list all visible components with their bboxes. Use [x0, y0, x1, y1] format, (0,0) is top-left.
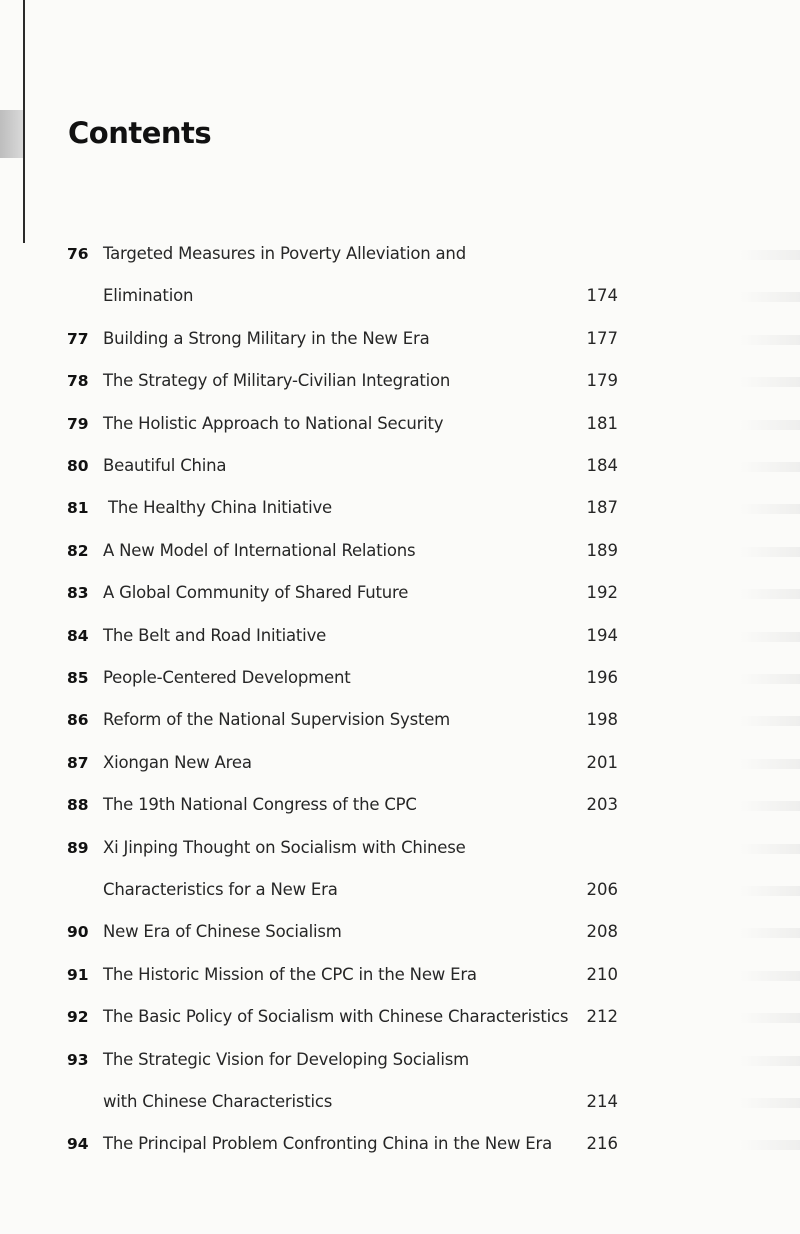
- toc-entry-number: 80: [67, 457, 89, 475]
- bleed-through-mark: [740, 335, 800, 345]
- toc-entry-number: 93: [67, 1050, 89, 1069]
- toc-entry-title: The 19th National Congress of the CPC: [103, 795, 417, 815]
- toc-entry-page: 192: [586, 583, 618, 603]
- toc-entry-title: The Basic Policy of Socialism with Chinese Characteristics: [103, 1007, 569, 1027]
- toc-entry-number: 85: [67, 669, 89, 687]
- bleed-through-mark: [740, 844, 800, 854]
- bleed-through-mark: [740, 292, 800, 302]
- bleed-through-mark: [740, 632, 800, 642]
- toc-entry-page: 198: [586, 710, 618, 730]
- toc-entry-page: 181: [586, 413, 618, 433]
- toc-entry-title: Reform of the National Supervision System: [103, 710, 451, 730]
- toc-entry-title: Building a Strong Military in the New Era: [103, 328, 430, 348]
- toc-entry-number: 89: [67, 838, 89, 857]
- toc-entry-number: 91: [67, 965, 89, 984]
- toc-entry-title: Characteristics for a New Era: [103, 880, 338, 899]
- toc-entry-page: 187: [586, 498, 618, 518]
- toc-entry-page: 216: [586, 1134, 618, 1154]
- toc-entry-title: Beautiful China: [103, 456, 227, 475]
- bleed-through-mark: [740, 589, 800, 599]
- toc-line: [0, 1002, 800, 1032]
- toc-line: [0, 960, 800, 990]
- toc-line: [0, 1045, 800, 1075]
- toc-entry-number: 94: [67, 1135, 89, 1154]
- bleed-through-mark: [740, 886, 800, 896]
- toc-entry-number: 87: [67, 753, 89, 772]
- toc-line: [0, 1129, 800, 1159]
- toc-entry-page: 196: [586, 668, 618, 687]
- toc-entry-page: 174: [586, 286, 618, 306]
- bleed-through-mark: [740, 420, 800, 430]
- toc-entry-title: Xi Jinping Thought on Socialism with Chinese: [103, 837, 466, 857]
- toc-entry-title: The Healthy China Initiative: [103, 498, 332, 518]
- toc-line: [0, 324, 800, 354]
- bleed-through-mark: [740, 928, 800, 938]
- bleed-through-mark: [740, 759, 800, 769]
- toc-entry-title: with Chinese Characteristics: [103, 1092, 333, 1111]
- bleed-through-mark: [740, 1056, 800, 1066]
- toc-line: [0, 493, 800, 523]
- toc-line: [0, 239, 800, 269]
- toc-line: [0, 1087, 800, 1117]
- toc-line: [0, 663, 800, 693]
- toc-entry-page: 189: [586, 540, 618, 560]
- toc-entry-page: 194: [586, 625, 618, 645]
- toc-line: [0, 536, 800, 566]
- toc-entry-page: 214: [586, 1092, 618, 1111]
- toc-entry-title: The Strategic Vision for Developing Socialism: [103, 1049, 470, 1069]
- toc-entry-title: The Holistic Approach to National Security: [103, 413, 444, 433]
- bleed-through-mark: [740, 547, 800, 557]
- toc-entry-number: 83: [67, 584, 89, 603]
- bleed-through-mark: [740, 1140, 800, 1150]
- bleed-through-mark: [740, 504, 800, 514]
- toc-line: [0, 281, 800, 311]
- toc-entry-title: Targeted Measures in Poverty Alleviation and: [103, 244, 466, 263]
- toc-entry-page: 206: [586, 880, 618, 899]
- bleed-through-mark: [740, 674, 800, 684]
- toc-entry-title: A Global Community of Shared Future: [103, 583, 409, 603]
- bleed-through-mark: [740, 1013, 800, 1023]
- toc-entry-number: 92: [67, 1008, 89, 1027]
- toc-entry-page: 210: [586, 964, 618, 984]
- toc-entry-page: 179: [586, 371, 618, 391]
- toc-line: [0, 875, 800, 905]
- toc-entry-title: Elimination: [103, 286, 194, 306]
- toc-line: [0, 578, 800, 608]
- toc-entry-title: Xiongan New Area: [103, 752, 252, 772]
- toc-line: [0, 705, 800, 735]
- toc-entry-title: The Strategy of Military-Civilian Integration: [103, 371, 451, 391]
- bleed-through-mark: [740, 801, 800, 811]
- toc-entry-number: 84: [67, 626, 89, 645]
- bleed-through-mark: [740, 971, 800, 981]
- toc-entry-title: A New Model of International Relations: [103, 540, 416, 560]
- toc-entry-page: 208: [586, 922, 618, 942]
- toc-entry-number: 90: [67, 923, 89, 942]
- toc-entry-page: 203: [586, 795, 618, 815]
- bleed-through-mark: [740, 462, 800, 472]
- page-title: Contents: [68, 116, 212, 150]
- toc-entry-page: 184: [586, 456, 618, 475]
- bleed-through-mark: [740, 377, 800, 387]
- toc-entry-number: 78: [67, 372, 89, 391]
- toc-entry-title: New Era of Chinese Socialism: [103, 922, 342, 942]
- toc-line: [0, 451, 800, 481]
- toc-entry-number: 79: [67, 414, 89, 433]
- toc-entry-title: The Belt and Road Initiative: [103, 625, 327, 645]
- toc-entry-number: 81: [67, 499, 89, 518]
- toc-line: [0, 621, 800, 651]
- toc-entry-title: People-Centered Development: [103, 668, 351, 687]
- toc-line: [0, 409, 800, 439]
- toc-line: [0, 366, 800, 396]
- toc-entry-page: 212: [586, 1007, 618, 1027]
- toc-line: [0, 790, 800, 820]
- toc-entry-number: 86: [67, 711, 89, 730]
- toc-entry-title: The Principal Problem Confronting China in the New Era: [103, 1134, 553, 1154]
- toc-entry-page: 201: [586, 752, 618, 772]
- toc-entry-number: 82: [67, 541, 89, 560]
- bleed-through-mark: [740, 250, 800, 260]
- toc-line: [0, 833, 800, 863]
- toc-entry-number: 76: [67, 245, 89, 263]
- toc-entry-title: The Historic Mission of the CPC in the New Era: [103, 964, 477, 984]
- toc-line: [0, 748, 800, 778]
- bleed-through-mark: [740, 1098, 800, 1108]
- toc-entry-number: 88: [67, 796, 89, 815]
- toc-line: [0, 917, 800, 947]
- bleed-through-mark: [740, 716, 800, 726]
- toc-entry-number: 77: [67, 329, 89, 348]
- toc-entry-page: 177: [586, 328, 618, 348]
